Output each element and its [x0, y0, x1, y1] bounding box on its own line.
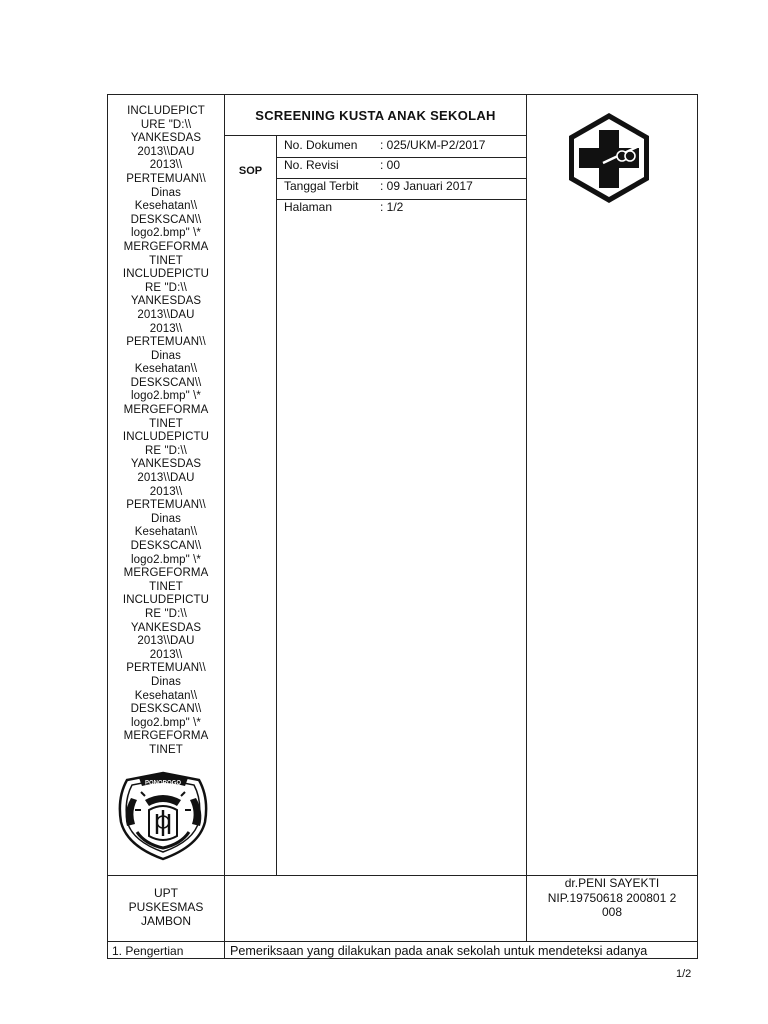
signatory-block: dr.PENI SAYEKTI NIP.19750618 200801 2 008 [547, 876, 677, 919]
doc-info-row-tanggal [284, 179, 524, 193]
section-label-pengertian: 1. Pengertian [112, 944, 184, 958]
emblem-lettering: PONOROGO [144, 780, 182, 787]
doc-info-row-halaman [284, 200, 524, 214]
logo-placeholder-text: INCLUDEPICT URE "D:\\ YANKESDAS 2013\\DAU 2013\\ PERTEMUAN\\ Dinas Kesehatan\\ DESKSCAN\\ logo2.bmp" \* MERGEFORMA TINET INCLUDEPICTU RE "D:\\ YANKESDAS 2013\\DAU 2013\\ PERTEMUAN\\ Dinas Kesehatan\\ DESKSCAN\\ logo2.bmp" \* MERGEFORMA TINET INCLUDEPICTU RE "D:\\ YANKESDAS 2013\\DAU 2013\\ PERTEMUAN\\ Dinas Kesehatan\\ DESKSCAN\\ logo2.bmp" \* MERGEFORMA TINET INCLUDEPICTU RE "D:\\ YANKESDAS 2013\\DAU 2013\\ PERTEMUAN\\ Dinas Kesehatan\\ DESKSCAN\\ logo2.bmp" \* MERGEFORMA TINET [122, 105, 210, 756]
table-border-top [107, 94, 698, 95]
sop-label: SOP [238, 165, 263, 177]
table-border-bottom [107, 958, 698, 959]
doc-info-row-dokumen [284, 138, 524, 152]
doc-info-value: : 1/2 [380, 200, 404, 214]
table-col-divider-2 [276, 135, 277, 876]
table-divider-section [107, 941, 698, 942]
table-col-divider-1 [224, 94, 225, 959]
page-number: 1/2 [676, 968, 692, 980]
doc-info-row-revisi [284, 158, 524, 172]
doc-info-value: : 025/UKM-P2/2017 [380, 138, 486, 152]
doc-info-label: No. Dokumen [284, 138, 358, 152]
doc-info-label: Tanggal Terbit [284, 179, 359, 193]
doc-info-value: : 00 [380, 158, 401, 172]
table-border-right [697, 94, 698, 959]
unit-name: UPT PUSKESMAS JAMBON [128, 886, 204, 928]
health-cross-logo-icon [561, 110, 657, 206]
section-text-pengertian: Pemeriksaan yang dilakukan pada anak sekolah untuk mendeteksi adanya [230, 944, 648, 958]
doc-info-value: : 09 Januari 2017 [380, 179, 473, 193]
doc-info-label: Halaman [284, 200, 333, 214]
table-col-divider-3 [526, 94, 527, 942]
doc-info-label: No. Revisi [284, 158, 339, 172]
ponorogo-emblem-icon [115, 770, 212, 862]
document-title: SCREENING KUSTA ANAK SEKOLAH [255, 107, 496, 123]
